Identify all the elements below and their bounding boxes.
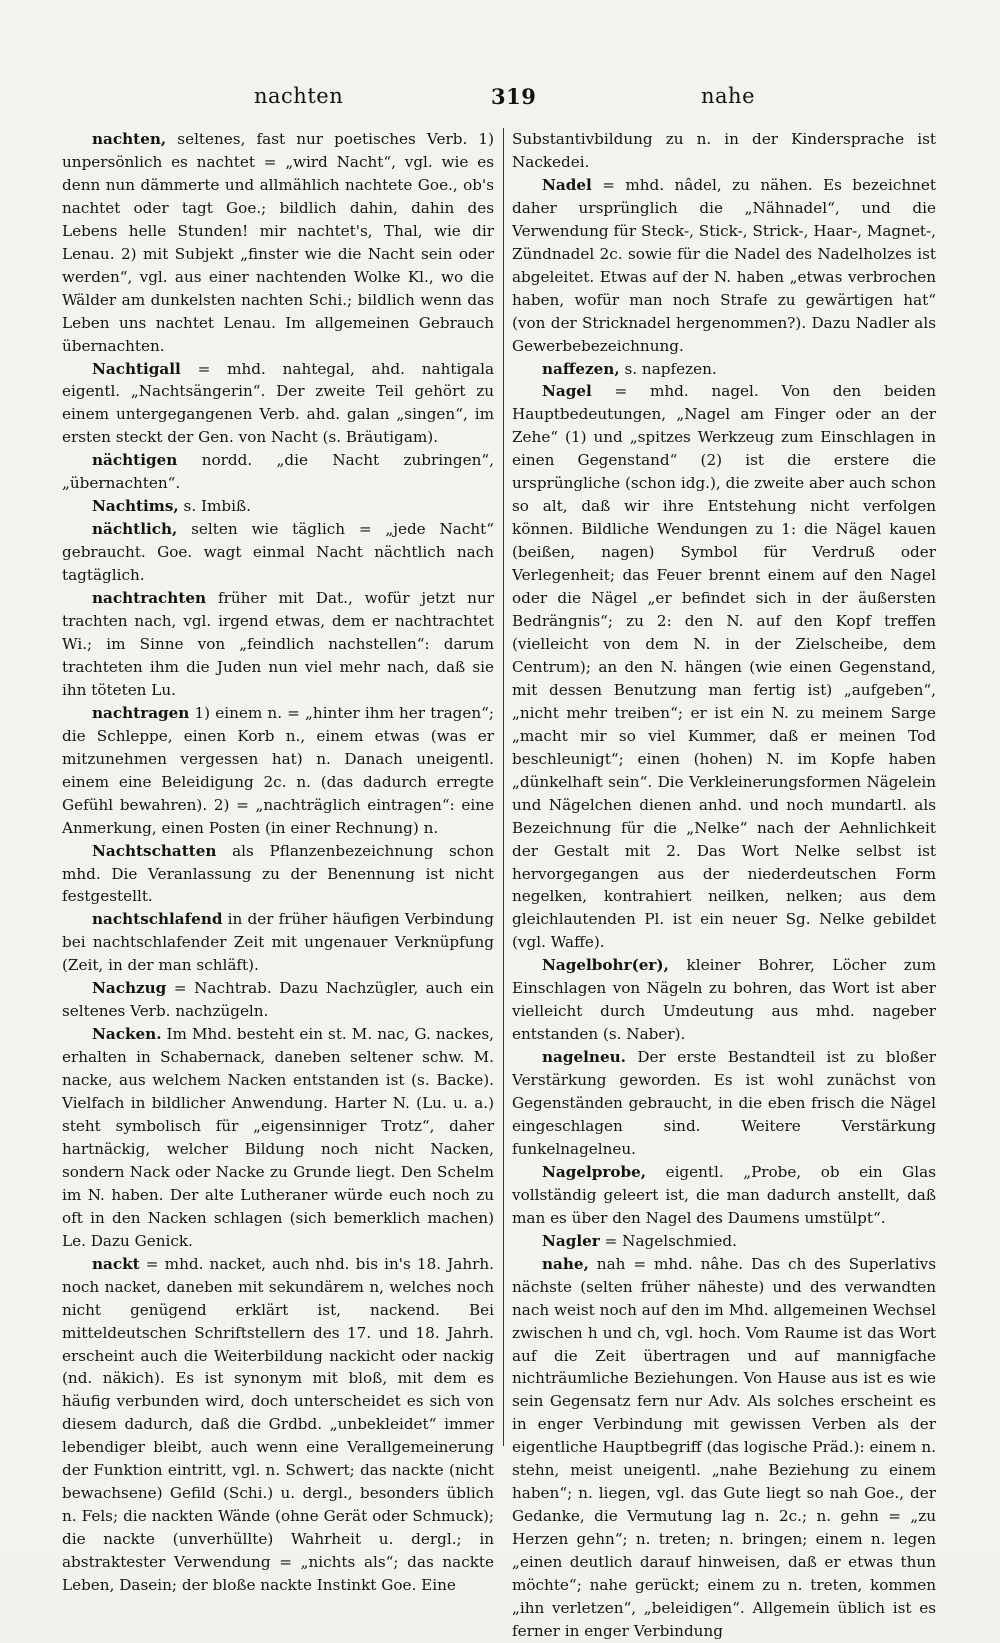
dictionary-entry: [62, 977, 494, 1023]
running-head: [96, 84, 936, 124]
entry-text: Im Mhd. besteht ein st. M. nac, G. nackes, erhalten in Schabernack, daneben seltener schw. M. nacke, aus welchem Nacken entstanden ist (s. Backe). Vielfach in bildlicher Anwendung. Harter N. (Lu. u. a.) steht symbolisch für „eigensinniger Trotz“, daher hartnäckig, welcher Bildung noch nicht Nacken, sondern Nack oder Nacke zu Grunde liegt. Den Schelm im N. haben. Der alte Lutheraner würde euch noch zu oft in den Nacken schlagen (sich bemerklich machen) Le. Dazu Genick.: [62, 1025, 494, 1250]
dictionary-entry: [62, 702, 494, 840]
entry-headword: nachtragen: [92, 703, 190, 722]
dictionary-entry: [62, 495, 494, 518]
entry-text: seltenes, fast nur poetisches Verb. 1) unpersönlich es nachtet = „wird Nacht“, vgl. wie es denn nun dämmerte und allmählich nachtete Goe., ob's nachtet oder tagt Goe.; bildlich dahin, dahin des Lebens helle Stunden! mir nachtet's, Thal, wie dir Lenau. 2) mit Subjekt „finster wie die Nacht sein oder werden“, vgl. aus einer nachtenden Wolke Kl., wo die Wälder am dunkelsten nachten Schi.; bildlich wenn das Leben uns nachtet Lenau. Im allgemeinen Gebrauch übernachten.: [62, 130, 494, 355]
dictionary-entry: [512, 1253, 936, 1643]
entry-headword: Nachtims,: [92, 497, 179, 516]
dictionary-entry: [512, 1161, 936, 1230]
dictionary-entry: [512, 128, 936, 174]
entry-headword: Nagelprobe,: [542, 1162, 647, 1181]
dictionary-entry: [62, 128, 494, 358]
entry-headword: nächtigen: [92, 451, 178, 470]
right-column: [512, 128, 936, 1643]
entry-text: als Pflanzenbezeichnung schon mhd. Die Veranlassung zu der Benennung ist nicht festgestellt.: [62, 841, 494, 906]
dictionary-entry: [62, 518, 494, 587]
dictionary-entry: [62, 587, 494, 702]
entry-text: in der früher häufigen Verbindung bei nachtschlafender Zeit mit ungenauer Verknüpfung (Zeit, in der man schläft).: [62, 910, 494, 975]
entry-headword: nächtlich,: [92, 520, 178, 539]
entry-text: 1) einem n. = „hinter ihm her tragen“; die Schleppe, einen Korb n., einem etwas (was er mitzunehmen vergessen hat) n. Danach uneigentl. einem eine Beleidigung 2c. n. (das dadurch erregte Gefühl bewahren). 2) = „nachträglich eintragen“: eine Anmerkung, einen Posten (in einer Rechnung) n.: [62, 703, 494, 837]
dictionary-entry: [62, 908, 494, 977]
entry-text: = mhd. nagel. Von den beiden Hauptbedeutungen, „Nagel am Finger oder an der Zehe“ (1) und „spitzes Werkzeug zum Einschlagen in einen Gegenstand“ (2) ist die erstere die ursprüngliche (schon idg.), die zweite aber auch schon so alt, daß wir ihre Entstehung nicht verfolgen können. Bildliche Wendungen zu 1: die Nägel kauen (beißen, nagen) Symbol für Verdruß oder Verlegenheit; das Feuer brennt einem auf den Nagel oder die Nägel „er befindet sich in der äußersten Bedrängnis“; zu 2: den N. auf den Kopf treffen (vielleicht von dem N. in der Zielscheibe, dem Centrum); an den N. hängen (wie einen Gegenstand, mit dessen Benutzung man fertig ist) „aufgeben“, „nicht mehr treiben“; er ist ein N. zu meinem Sarge „macht mir so viel Kummer, daß er meinen Tod beschleunigt“; einen (hohen) N. im Kopfe haben „dünkelhaft sein“. Die Verkleinerungsformen Nägelein und Nägelchen dienen anhd. und noch mundartl. als Bezeichnung für die „Nelke“ nach der Aehnlichkeit der Gestalt mit 2. Das Wort Nelke selbst ist hervorgegangen aus der niederdeutschen Form negelken, kontrahiert neilken, nelken; aus dem gleichlautenden Pl. ist ein neuer Sg. Nelke gebildet (vgl. Waffe).: [512, 382, 936, 952]
entry-text: früher mit Dat., wofür jetzt nur trachten nach, vgl. irgend etwas, dem er nachtrachtet Wi.; im Sinne von „feindlich nachstellen“: darum trachteten ihm die Juden nun viel mehr nach, daß sie ihn töteten Lu.: [62, 589, 494, 699]
dictionary-entry: [62, 449, 494, 495]
dictionary-entry: [62, 358, 494, 450]
entry-text: eigentl. „Probe, ob ein Glas vollständig geleert ist, die man dadurch anstellt, daß man es über den Nagel des Daumens umstülpt“.: [512, 1162, 936, 1227]
entry-headword: nahe,: [542, 1254, 589, 1273]
entry-text: Substantivbildung zu n. in der Kindersprache ist Nackedei.: [512, 130, 936, 171]
dictionary-entry: [62, 1023, 494, 1253]
entry-headword: Nachzug: [92, 979, 167, 998]
entry-text: = mhd. nacket, auch nhd. bis in's 18. Jahrh. noch nacket, daneben mit sekundärem n, welches noch nicht genügend erklärt ist, nackend. Bei mitteldeutschen Schriftstellern des 17. und 18. Jahrh. erscheint auch die Weiterbildung nackicht oder nackig (nd. näkich). Es ist synonym mit bloß, mit dem es häufig verbunden wird, doch unterscheidet es sich von diesem dadurch, daß die Grdbd. „unbekleidet“ immer lebendiger bleibt, auch wenn eine Verallgemeinerung der Funktion eintritt, vgl. n. Schwert; das nackte (nicht bewachsene) Gefild (Schi.) u. dergl., besonders üblich n. Fels; die nackten Wände (ohne Gerät oder Schmuck); die nackte (unverhüllte) Wahrheit u. dergl.; in abstraktester Verwendung = „nichts als“; das nackte Leben, Dasein; der bloße nackte Instinkt Goe. Eine: [62, 1254, 494, 1595]
entry-text: = Nachtrab. Dazu Nachzügler, auch ein seltenes Verb. nachzügeln.: [62, 979, 494, 1021]
header-left-catchword: nachten: [254, 84, 344, 108]
entry-text: Der erste Bestandteil ist zu bloßer Verstärkung geworden. Es ist wohl zunächst von Gegenständen gebraucht, in die eben frisch die Nägel eingeschlagen sind. Weitere Verstärkung funkelnagelneu.: [512, 1048, 936, 1158]
entry-headword: nachtschlafend: [92, 910, 223, 929]
entry-text: = Nagelschmied.: [599, 1231, 737, 1250]
entry-headword: Nagel: [542, 382, 592, 401]
entry-headword: nagelneu.: [542, 1048, 626, 1067]
entry-headword: Nagelbohr(er),: [542, 956, 669, 975]
entry-headword: Nachtigall: [92, 359, 181, 378]
dictionary-entry: [512, 174, 936, 358]
entry-headword: nachtrachten: [92, 589, 207, 608]
entry-text: nah = mhd. nâhe. Das ch des Superlativs nächste (selten früher näheste) und des verwandten nach weist noch auf den im Mhd. allgemeinen Wechsel zwischen h und ch, vgl. hoch. Vom Raume ist das Wort auf die Zeit übertragen und auf mannigfache nichträumliche Beziehungen. Von Hause aus ist es wie sein Gegensatz fern nur Adv. Als solches erscheint es in enger Verbindung mit gewissen Verben als der eigentliche Hauptbegriff (das logische Präd.): einem n. stehn, meist uneigentl. „nahe Beziehung zu einem haben“; n. liegen, vgl. das Gute liegt so nah Goe., der Gedanke, die Vermutung lag n. 2c.; n. gehn = „zu Herzen gehn“; n. treten; n. bringen; einem n. legen „einen deutlich darauf hinweisen, daß er etwas thun möchte“; nahe gerückt; einem zu n. treten, kommen „ihn verletzen“, „beleidigen“. Allgemein üblich ist es ferner in enger Verbindung: [512, 1254, 936, 1640]
dictionary-entry: [512, 1046, 936, 1161]
left-column: [62, 128, 494, 1597]
entry-text: = mhd. nahtegal, ahd. nahtigala eigentl. „Nachtsängerin“. Der zweite Teil gehört zu einem untergegangenen Verb. ahd. galan „singen“, im ersten steckt der Gen. von Nacht (s. Bräutigam).: [62, 359, 494, 447]
entry-text: selten wie täglich = „jede Nacht“ gebraucht. Goe. wagt einmal Nacht nächtlich nach tagtäglich.: [62, 520, 494, 585]
dictionary-entry: [512, 380, 936, 954]
dictionary-entry: [62, 1253, 494, 1597]
entry-headword: Nacken.: [92, 1025, 162, 1044]
entry-headword: Nadel: [542, 175, 592, 194]
entry-headword: Nagler: [542, 1231, 600, 1250]
entry-text: nordd. „die Nacht zubringen“, „übernachten“.: [62, 451, 494, 493]
dictionary-entry: [512, 358, 936, 381]
entry-text: kleiner Bohrer, Löcher zum Einschlagen von Nägeln zu bohren, das Wort ist aber vielleicht durch Umdeutung aus mhd. nageber entstanden (s. Naber).: [512, 956, 936, 1044]
header-right-catchword: nahe: [701, 84, 755, 108]
dictionary-entry: [62, 840, 494, 909]
column-divider: [503, 128, 504, 1446]
entry-text: s. Imbiß.: [178, 497, 251, 516]
page-number: 319: [491, 84, 537, 109]
entry-text: s. napfezen.: [619, 359, 717, 378]
entry-headword: naffezen,: [542, 359, 620, 378]
dictionary-entry: [512, 954, 936, 1046]
dictionary-entry: [512, 1230, 936, 1253]
entry-headword: Nachtschatten: [92, 841, 217, 860]
entry-headword: nackt: [92, 1254, 140, 1273]
entry-text: = mhd. nâdel, zu nähen. Es bezeichnet daher ursprünglich die „Nähnadel“, und die Verwendung für Steck-, Stick-, Strick-, Haar-, Magnet-, Zündnadel 2c. sowie für die Nadel des Nadelholzes ist abgeleitet. Etwas auf der N. haben „etwas verbrochen haben, wofür man noch Strafe zu gewärtigen hat“ (von der Stricknadel hergenommen?). Dazu Nadler als Gewerbebezeichnung.: [512, 175, 936, 355]
entry-headword: nachten,: [92, 130, 167, 148]
